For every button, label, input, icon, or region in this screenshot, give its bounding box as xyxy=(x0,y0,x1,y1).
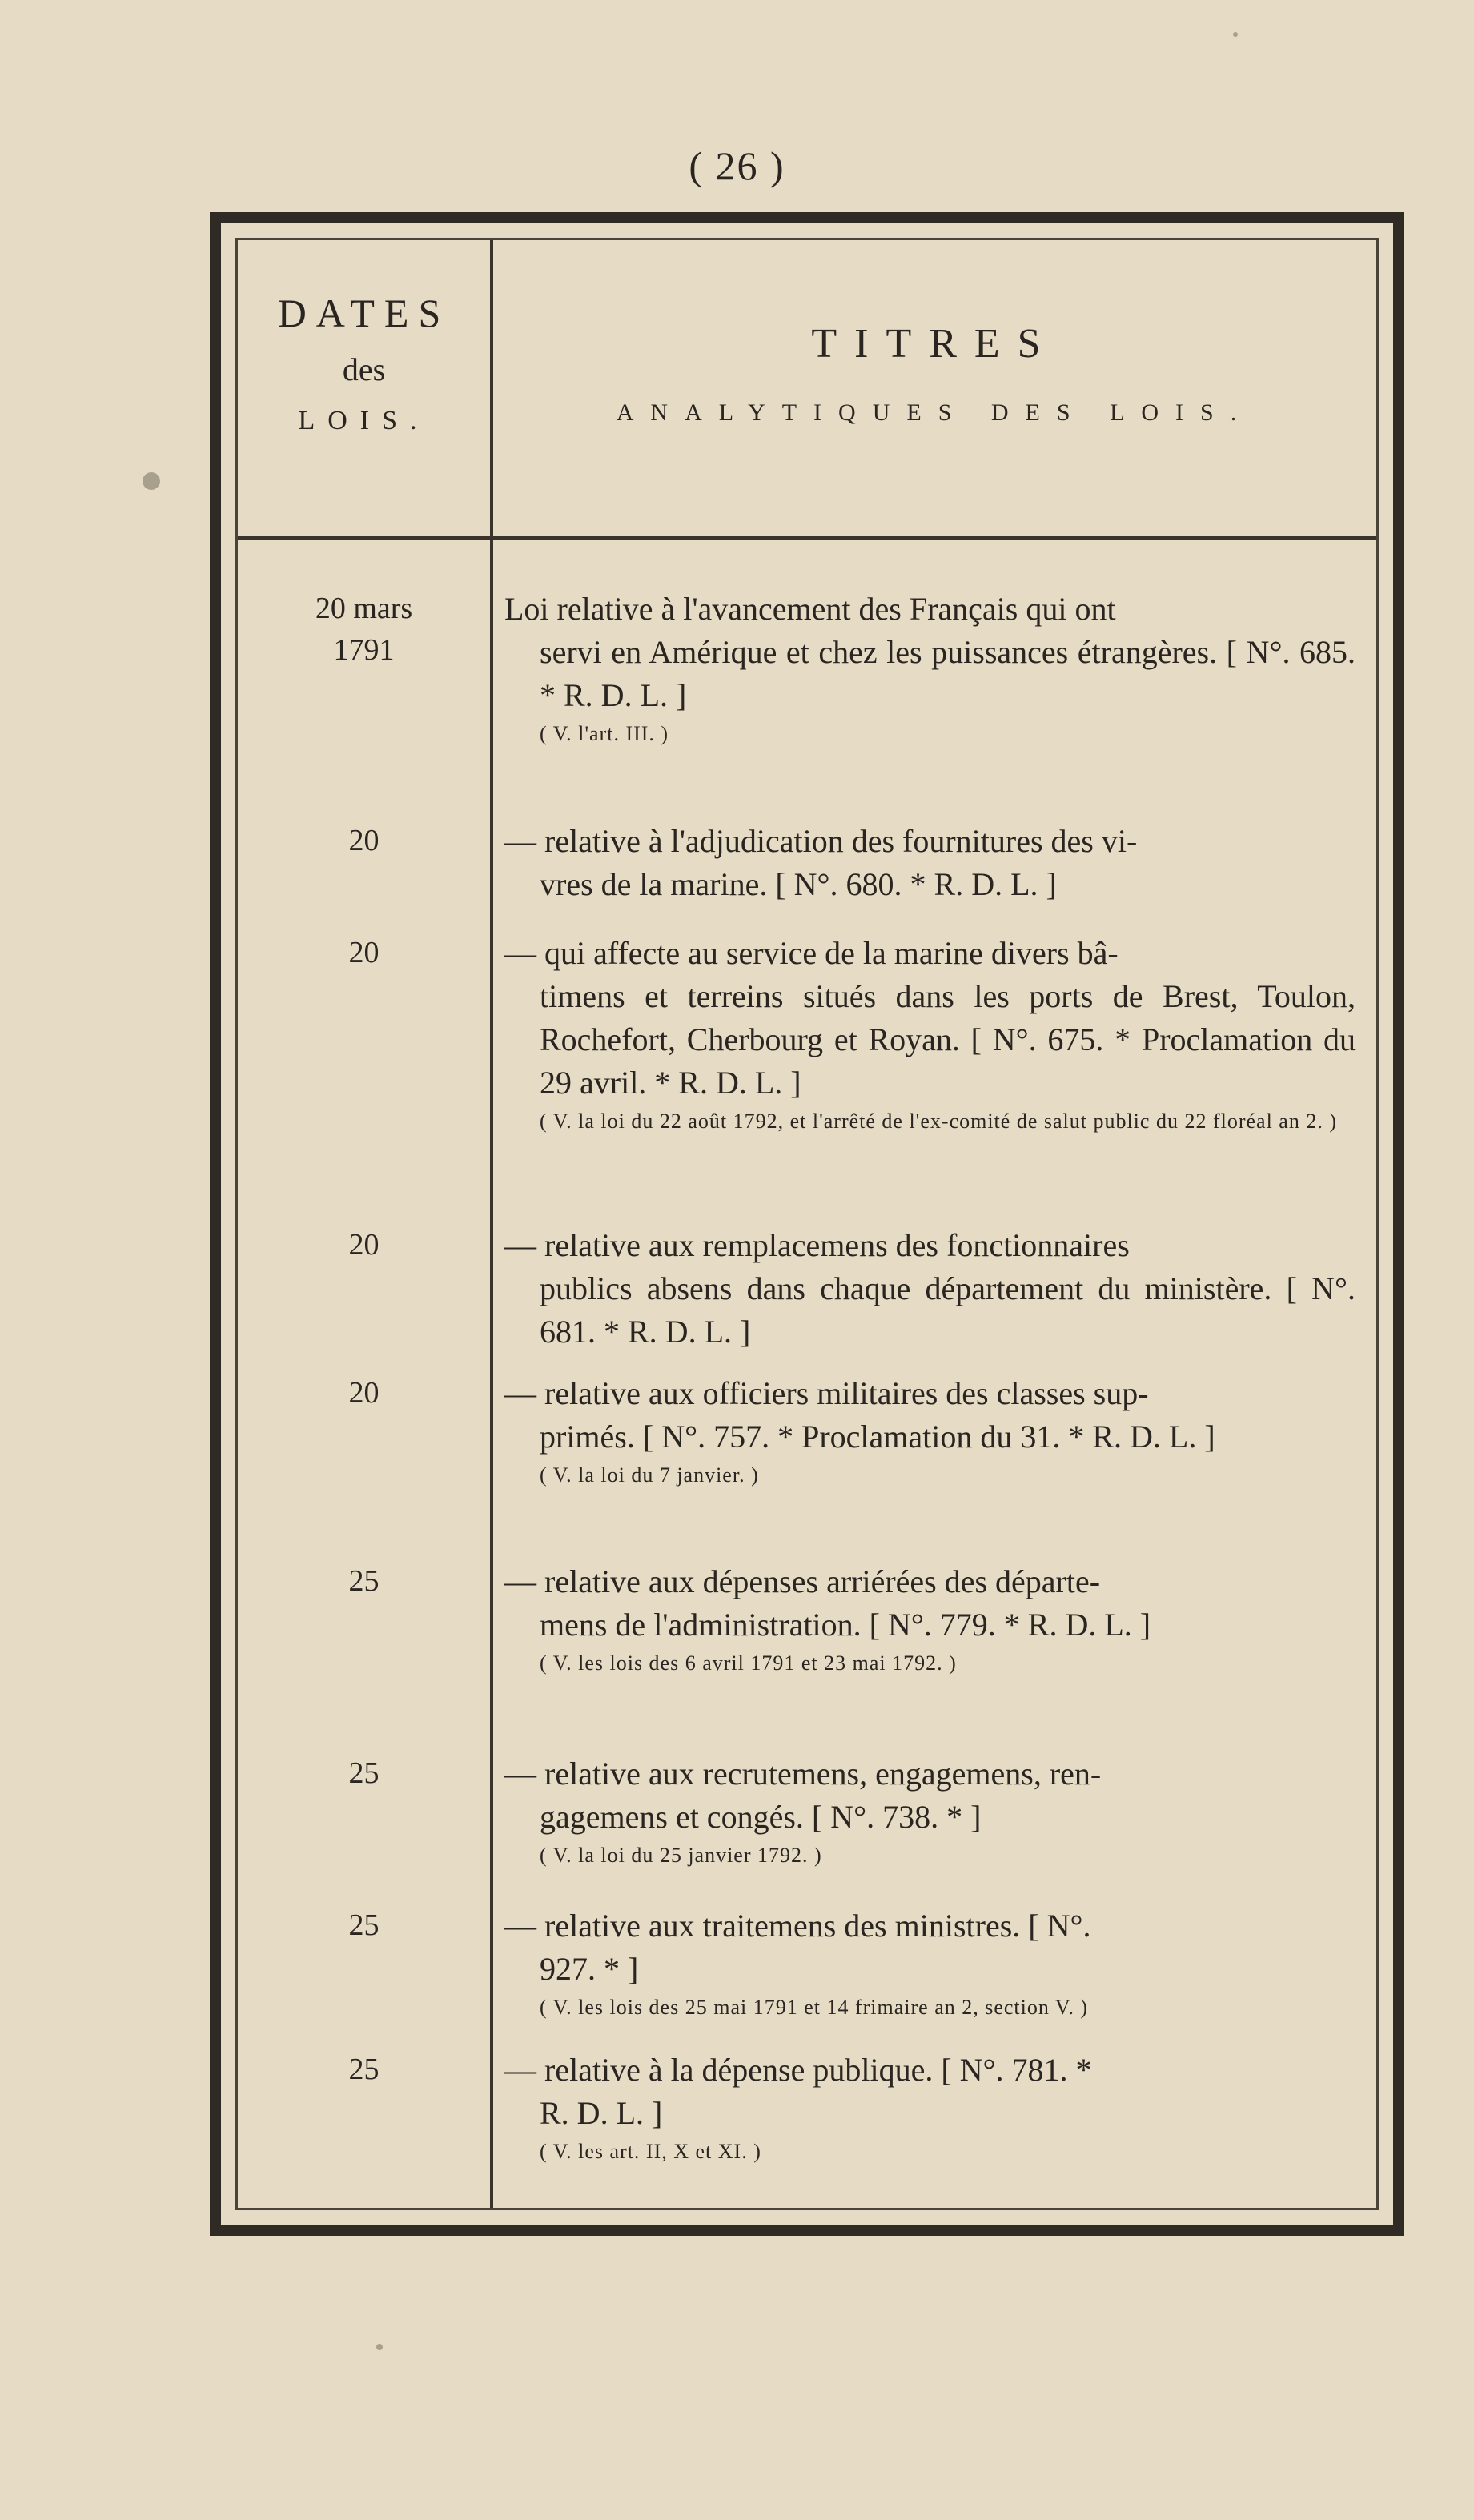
entry-date: 20 xyxy=(348,936,380,969)
entry-text xyxy=(504,1560,1356,1675)
entry-body: mens de l'administration. [ N°. 779. * R. D. L. ] xyxy=(540,1607,1151,1643)
entry-cross-reference: ( V. l'art. III. ) xyxy=(540,722,669,745)
titles-column-header xyxy=(493,240,1376,536)
entry-cross-reference: ( V. les art. II, X et XI. ) xyxy=(540,2140,761,2163)
entry-cross-reference: ( V. la loi du 7 janvier. ) xyxy=(540,1463,759,1487)
entry-lead: — relative aux recrutemens, engagemens, ren- xyxy=(504,1756,1102,1792)
entry-date-day: 20 mars xyxy=(315,592,413,625)
entry-text xyxy=(504,820,1356,906)
entry-lead: — relative aux traitemens des ministres. [ N°. xyxy=(504,1908,1091,1944)
dates-title: DATES xyxy=(277,291,451,335)
entry-date: 20 xyxy=(348,1376,380,1410)
entries-list xyxy=(238,540,1376,2208)
entry-date-year: 1791 xyxy=(333,633,395,667)
entry-date xyxy=(238,588,490,671)
entry-body: R. D. L. ] xyxy=(540,2095,663,2131)
entry-cross-reference: ( V. les lois des 6 avril 1791 et 23 mai 1792. ) xyxy=(540,1651,957,1675)
entry-lead: — relative aux remplacemens des fonctionnaires xyxy=(504,1227,1130,1263)
entry-body: gagemens et congés. [ N°. 738. * ] xyxy=(540,1799,982,1835)
page-number: ( 26 ) xyxy=(689,143,785,188)
entry-date: 20 xyxy=(348,1228,380,1262)
paper-stain xyxy=(1233,32,1238,37)
entry-body: vres de la marine. [ N°. 680. * R. D. L. ] xyxy=(540,866,1057,902)
entry-lead: — relative à la dépense publique. [ N°. 781. * xyxy=(504,2052,1092,2088)
entry-text xyxy=(504,1752,1356,1868)
entry-lead: — qui affecte au service de la marine divers bâ- xyxy=(504,935,1119,971)
paper-stain xyxy=(143,472,160,490)
entry-date: 25 xyxy=(348,2053,380,2086)
entry-text xyxy=(504,1904,1356,2020)
entry-lead: — relative à l'adjudication des fournitures des vi- xyxy=(504,823,1138,859)
entry-cross-reference: ( V. la loi du 25 janvier 1792. ) xyxy=(540,1844,822,1867)
entry-date: 25 xyxy=(348,1908,380,1942)
entry-text xyxy=(504,1372,1356,1487)
table-inner-border xyxy=(235,238,1379,2210)
entry-body: primés. [ N°. 757. * Proclamation du 31. * R. D. L. ] xyxy=(540,1419,1215,1455)
dates-des: des xyxy=(342,351,386,387)
entry-cross-reference: ( V. les lois des 25 mai 1791 et 14 frimaire an 2, section V. ) xyxy=(540,1996,1088,2019)
table-frame xyxy=(210,212,1404,2236)
dates-lois: LOIS. xyxy=(298,406,430,435)
entry-date: 25 xyxy=(348,1756,380,1790)
entry-text xyxy=(504,932,1356,1134)
entry-body: publics absens dans chaque département du ministère. [ N°. 681. * R. D. L. ] xyxy=(540,1270,1356,1350)
entry-text xyxy=(504,2049,1356,2164)
entry-date: 25 xyxy=(348,1564,380,1598)
titles-title: TITRES xyxy=(811,321,1058,367)
titles-subtitle: ANALYTIQUES DES LOIS. xyxy=(616,399,1254,426)
entry-date: 20 xyxy=(348,824,380,857)
entry-lead: — relative aux dépenses arriérées des départe- xyxy=(504,1563,1101,1599)
paper-stain xyxy=(376,2344,383,2350)
entry-body: timens et terreins situés dans les ports de Brest, Toulon, Rochefort, Cherbourg et Royan. [ N°. 675. * Proclamation du 29 avril. * R. D. L. ] xyxy=(540,978,1356,1101)
entry-lead: — relative aux officiers militaires des classes sup- xyxy=(504,1375,1149,1411)
entry-lead: Loi relative à l'avancement des Français qui ont xyxy=(504,591,1116,627)
entry-body: 927. * ] xyxy=(540,1951,639,1987)
entry-body: servi en Amérique et chez les puissances étrangères. [ N°. 685. * R. D. L. ] xyxy=(540,634,1356,713)
dates-column-header xyxy=(238,240,490,536)
entry-cross-reference: ( V. la loi du 22 août 1792, et l'arrêté de l'ex-comité de salut public du 22 floréal an 2. ) xyxy=(540,1110,1337,1133)
entry-text xyxy=(504,1224,1356,1354)
entry-text xyxy=(504,588,1356,746)
